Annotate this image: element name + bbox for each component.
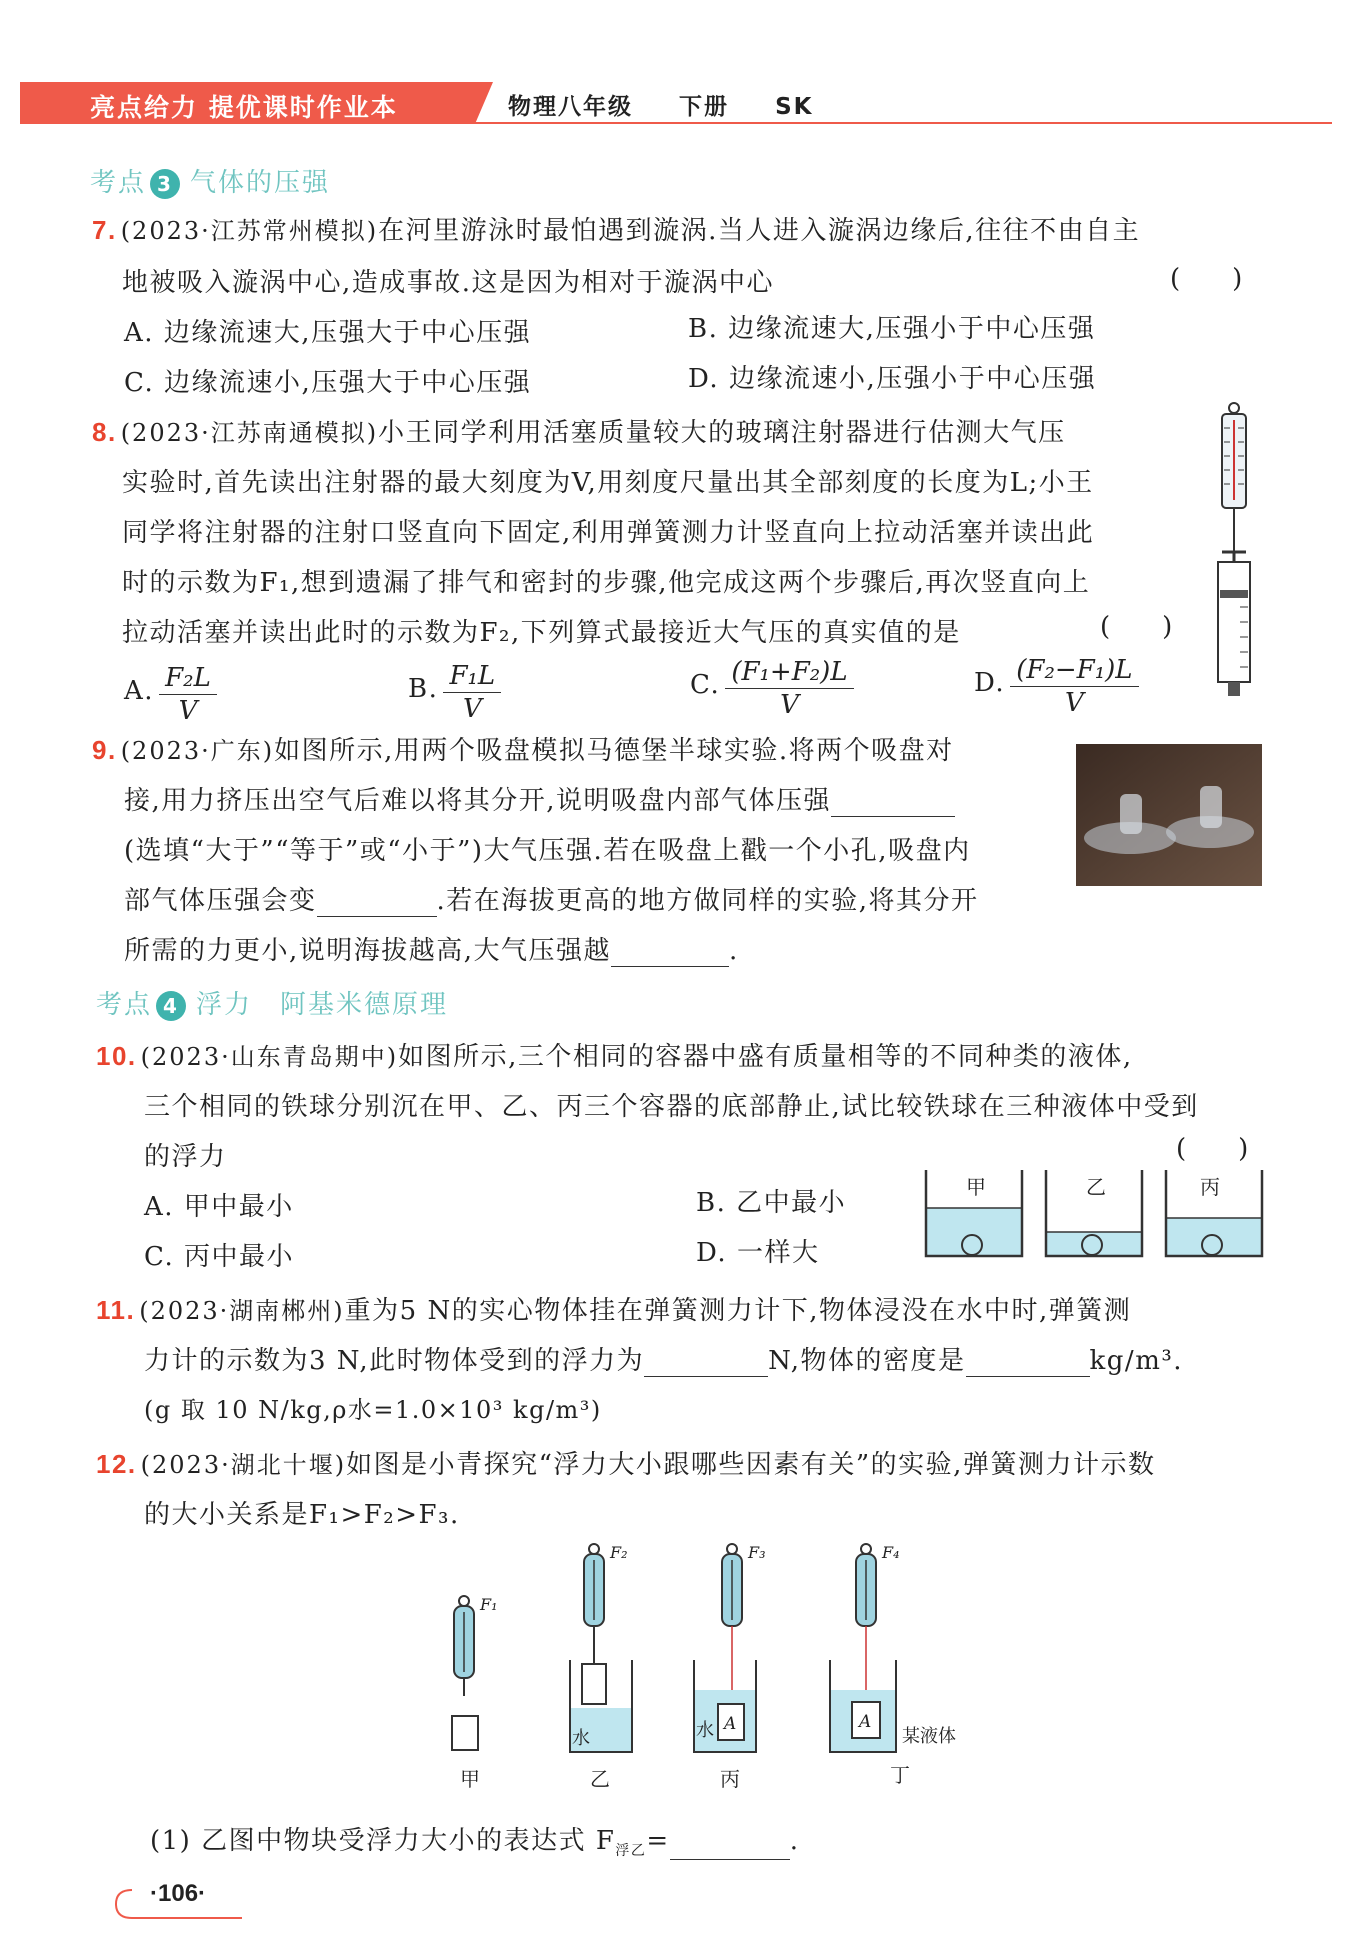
q12-text-1: 如图是小青探究“浮力大小跟哪些因素有关”的实验,弹簧测力计示数 (346, 1450, 1156, 1480)
q8-option-a-label: A. (124, 676, 155, 706)
q9-text-5: 所需的力更小,说明海拔越高,大气压强越 (124, 936, 612, 966)
header-brand: 亮点给力 提优课时作业本 (90, 93, 398, 122)
q8-option-b[interactable] (408, 660, 501, 725)
q11-line-1 (96, 1290, 1131, 1327)
q8-option-a-fraction (159, 662, 217, 727)
section-4-label: 考点 (96, 990, 153, 1020)
q8-text-4: 时的示数为F₁,想到遗漏了排气和密封的步骤,他完成这两个步骤后,再次竖直向上 (122, 568, 1091, 598)
q7-number: 7. (92, 215, 117, 245)
q10-option-b[interactable]: B. 乙中最小 (696, 1188, 847, 1218)
setup-bing-scale-ring (727, 1544, 737, 1554)
q11-line-2 (144, 1340, 1183, 1377)
setup-yi-label: 乙 (590, 1767, 610, 1791)
q10-option-a[interactable]: A. 甲中最小 (144, 1192, 294, 1222)
suction-cups-photo (1076, 744, 1262, 886)
buoyancy-experiment-figure (430, 1540, 990, 1800)
q11-text-2c: kg/m³. (1089, 1346, 1184, 1376)
section-4-title: 浮力 阿基米德原理 (196, 990, 449, 1020)
q9-text-2: 接,用力挤压出空气后难以将其分开,说明吸盘内部气体压强 (124, 786, 832, 816)
suction-cup-right-knob (1200, 786, 1222, 828)
container-jia-label: 甲 (966, 1175, 986, 1199)
q7-option-a[interactable]: A. 边缘流速大,压强大于中心压强 (124, 318, 532, 348)
section-3-title: 气体的压强 (190, 168, 331, 198)
q9-line-1 (92, 730, 954, 767)
q9-blank-3[interactable] (611, 940, 729, 967)
q10-option-c[interactable]: C. 丙中最小 (144, 1242, 294, 1272)
q8-text-2: 实验时,首先读出注射器的最大刻度为V,用刻度尺量出其全部刻度的长度为L;小王 (122, 468, 1094, 498)
container-yi-label: 乙 (1086, 1175, 1106, 1199)
q8-option-d-label: D. (974, 668, 1006, 698)
setup-bing (694, 1543, 766, 1791)
iron-ball-yi (1082, 1235, 1102, 1255)
setup-bing-water-label: 水 (696, 1720, 714, 1741)
q7-line-1 (92, 210, 1140, 247)
q12-line-1 (96, 1444, 1155, 1481)
q8-option-c-numerator: (F₁+F₂)L (725, 656, 853, 689)
q8-option-d-fraction (1010, 654, 1138, 719)
q8-option-a[interactable] (124, 662, 217, 727)
q8-answer-paren: ( ) (1100, 612, 1173, 642)
q8-option-d[interactable] (974, 654, 1139, 719)
q8-option-b-denominator: V (462, 694, 482, 724)
q8-option-c-label: C. (690, 670, 721, 700)
setup-yi (570, 1543, 632, 1791)
q10-option-d[interactable]: D. 一样大 (696, 1238, 820, 1268)
q8-option-c-fraction (725, 656, 853, 721)
piston-head (1220, 590, 1248, 598)
container-yi (1046, 1170, 1142, 1256)
q9-text-1: 如图所示,用两个吸盘模拟马德堡半球实验.将两个吸盘对 (274, 736, 954, 766)
setup-ding-scale-ring (861, 1544, 871, 1554)
q12-number: 12. (96, 1449, 137, 1479)
header-band-tip (475, 82, 493, 124)
setup-jia (452, 1595, 498, 1791)
q7-option-b[interactable]: B. 边缘流速大,压强小于中心压强 (688, 314, 1096, 344)
q7-stem-2: 地被吸入漩涡中心,造成事故.这是因为相对于漩涡中心 (122, 268, 775, 298)
q9-end-period: . (729, 936, 739, 966)
setup-ding-block-label: A (859, 1712, 872, 1732)
q7-answer-paren: ( ) (1170, 264, 1243, 294)
q8-number: 8. (92, 417, 117, 447)
section-4-heading (96, 984, 448, 1021)
q7-source: (2023·江苏常州模拟) (120, 217, 379, 245)
q12-sub-1-text: (1) 乙图中物块受浮力大小的表达式 F (150, 1826, 616, 1856)
header-subject-info (508, 88, 813, 121)
q10-text-3: 的浮力 (144, 1142, 227, 1172)
q12-source: (2023·湖北十堰) (140, 1451, 347, 1479)
setup-bing-label: 丙 (720, 1767, 740, 1791)
setup-ding-force-label: F₄ (882, 1543, 900, 1562)
q8-option-a-denominator: V (178, 696, 198, 726)
q8-option-d-numerator: (F₂−F₁)L (1010, 654, 1138, 687)
q11-text-1: 重为5 N的实心物体挂在弹簧测力计下,物体浸没在水中时,弹簧测 (344, 1296, 1132, 1326)
q9-text-4a: 部气体压强会变 (124, 886, 317, 916)
setup-yi-block (582, 1664, 606, 1704)
section-3-label: 考点 (90, 168, 147, 198)
iron-ball-bing (1202, 1235, 1222, 1255)
q10-answer-paren: ( ) (1176, 1134, 1249, 1164)
setup-ding (830, 1543, 956, 1787)
q12-sub-1-equals: = (646, 1826, 670, 1856)
q12-sub-1 (150, 1820, 799, 1860)
q9-line-2 (124, 780, 955, 817)
setup-jia-block (452, 1716, 478, 1750)
section-3-heading (90, 162, 330, 199)
setup-yi-force-label: F₂ (610, 1543, 628, 1562)
q11-blank-density[interactable] (966, 1350, 1090, 1377)
suction-cup-left-knob (1120, 794, 1142, 834)
q11-text-3: (g 取 10 N/kg,ρ水=1.0×10³ kg/m³) (144, 1396, 602, 1424)
header-edition: SK (775, 94, 814, 120)
syringe-nozzle (1228, 682, 1240, 696)
q8-line-1 (92, 412, 1066, 449)
photo-background (1076, 744, 1262, 886)
page-number: ·106· (150, 1880, 207, 1907)
q8-text-5: 拉动活塞并读出此时的示数为F₂,下列算式最接近大气压的真实值的是 (122, 618, 961, 648)
setup-yi-scale-ring (589, 1544, 599, 1554)
header-volume: 下册 (679, 94, 730, 120)
setup-bing-force-label: F₃ (748, 1543, 766, 1562)
q12-sub-1-blank[interactable] (670, 1833, 790, 1860)
q9-line-4 (124, 880, 979, 917)
three-containers-figure (920, 1166, 1268, 1262)
setup-jia-scale-ring (459, 1596, 469, 1606)
setup-ding-label: 丁 (890, 1763, 910, 1787)
q9-text-3: (选填“大于”“等于”或“小于”)大气压强.若在吸盘上戳一个小孔,吸盘内 (124, 836, 971, 866)
setup-jia-force-label: F₁ (480, 1595, 498, 1614)
q8-option-c[interactable] (690, 656, 854, 721)
q11-number: 11. (96, 1295, 136, 1325)
q8-option-b-fraction (443, 660, 501, 725)
container-bing (1166, 1170, 1262, 1256)
q10-text-2: 三个相同的铁球分别沉在甲、乙、丙三个容器的底部静止,试比较铁球在三种液体中受到 (144, 1092, 1199, 1122)
q8-option-d-denominator: V (1065, 688, 1084, 718)
container-bing-label: 丙 (1200, 1175, 1220, 1199)
q8-option-b-numerator: F₁L (443, 660, 501, 693)
q8-text-3: 同学将注射器的注射口竖直向下固定,利用弹簧测力计竖直向上拉动活塞并读出此 (122, 518, 1095, 548)
q12-sub-1-subscript: 浮乙 (615, 1843, 647, 1860)
q11-text-2a: 力计的示数为3 N,此时物体受到的浮力为 (144, 1346, 645, 1376)
setup-yi-water-label: 水 (572, 1728, 590, 1749)
container-jia (926, 1170, 1022, 1256)
q8-source: (2023·江苏南通模拟) (120, 419, 379, 447)
q12-text-2: 的大小关系是F₁>F₂>F₃. (144, 1500, 460, 1530)
q8-option-c-denominator: V (780, 690, 799, 720)
q11-text-2b: N,物体的密度是 (768, 1346, 966, 1376)
iron-ball-jia (962, 1235, 982, 1255)
q12-sub-1-period: . (789, 1826, 800, 1856)
syringe-spring-scale-illustration (1210, 402, 1258, 702)
q9-blank-2[interactable] (317, 890, 437, 917)
q11-source: (2023·湖南郴州) (139, 1297, 345, 1325)
header-subject: 物理八年级 (508, 94, 633, 120)
q10-text-1: 如图所示,三个相同的容器中盛有质量相等的不同种类的液体, (398, 1042, 1133, 1072)
section-4-number: 4 (156, 991, 186, 1021)
q7-option-c[interactable]: C. 边缘流速小,压强大于中心压强 (124, 368, 532, 398)
section-3-number: 3 (150, 169, 180, 199)
q8-option-b-label: B. (408, 674, 439, 704)
q10-line-1 (96, 1036, 1133, 1073)
q7-stem-1: 在河里游泳时最怕遇到漩涡.当人进入漩涡边缘后,往往不由自主 (378, 216, 1141, 246)
q9-blank-1[interactable] (831, 790, 955, 817)
q10-source: (2023·山东青岛期中) (140, 1043, 399, 1071)
scale-hook-ring (1229, 403, 1239, 413)
setup-ding-liquid-label: 某液体 (902, 1726, 956, 1747)
q11-blank-buoyancy[interactable] (644, 1350, 768, 1377)
q9-text-4b: .若在海拔更高的地方做同样的实验,将其分开 (436, 886, 979, 916)
q9-number: 9. (92, 735, 117, 765)
q7-option-d[interactable]: D. 边缘流速小,压强小于中心压强 (688, 364, 1097, 394)
q9-source: (2023·广东) (120, 737, 275, 765)
q9-line-5 (124, 930, 739, 967)
q8-text-1: 小王同学利用活塞质量较大的玻璃注射器进行估测大气压 (378, 418, 1066, 448)
setup-bing-block-label: A (724, 1714, 737, 1734)
q10-number: 10. (96, 1041, 137, 1071)
setup-jia-label: 甲 (460, 1767, 480, 1791)
q8-option-a-numerator: F₂L (159, 662, 217, 695)
